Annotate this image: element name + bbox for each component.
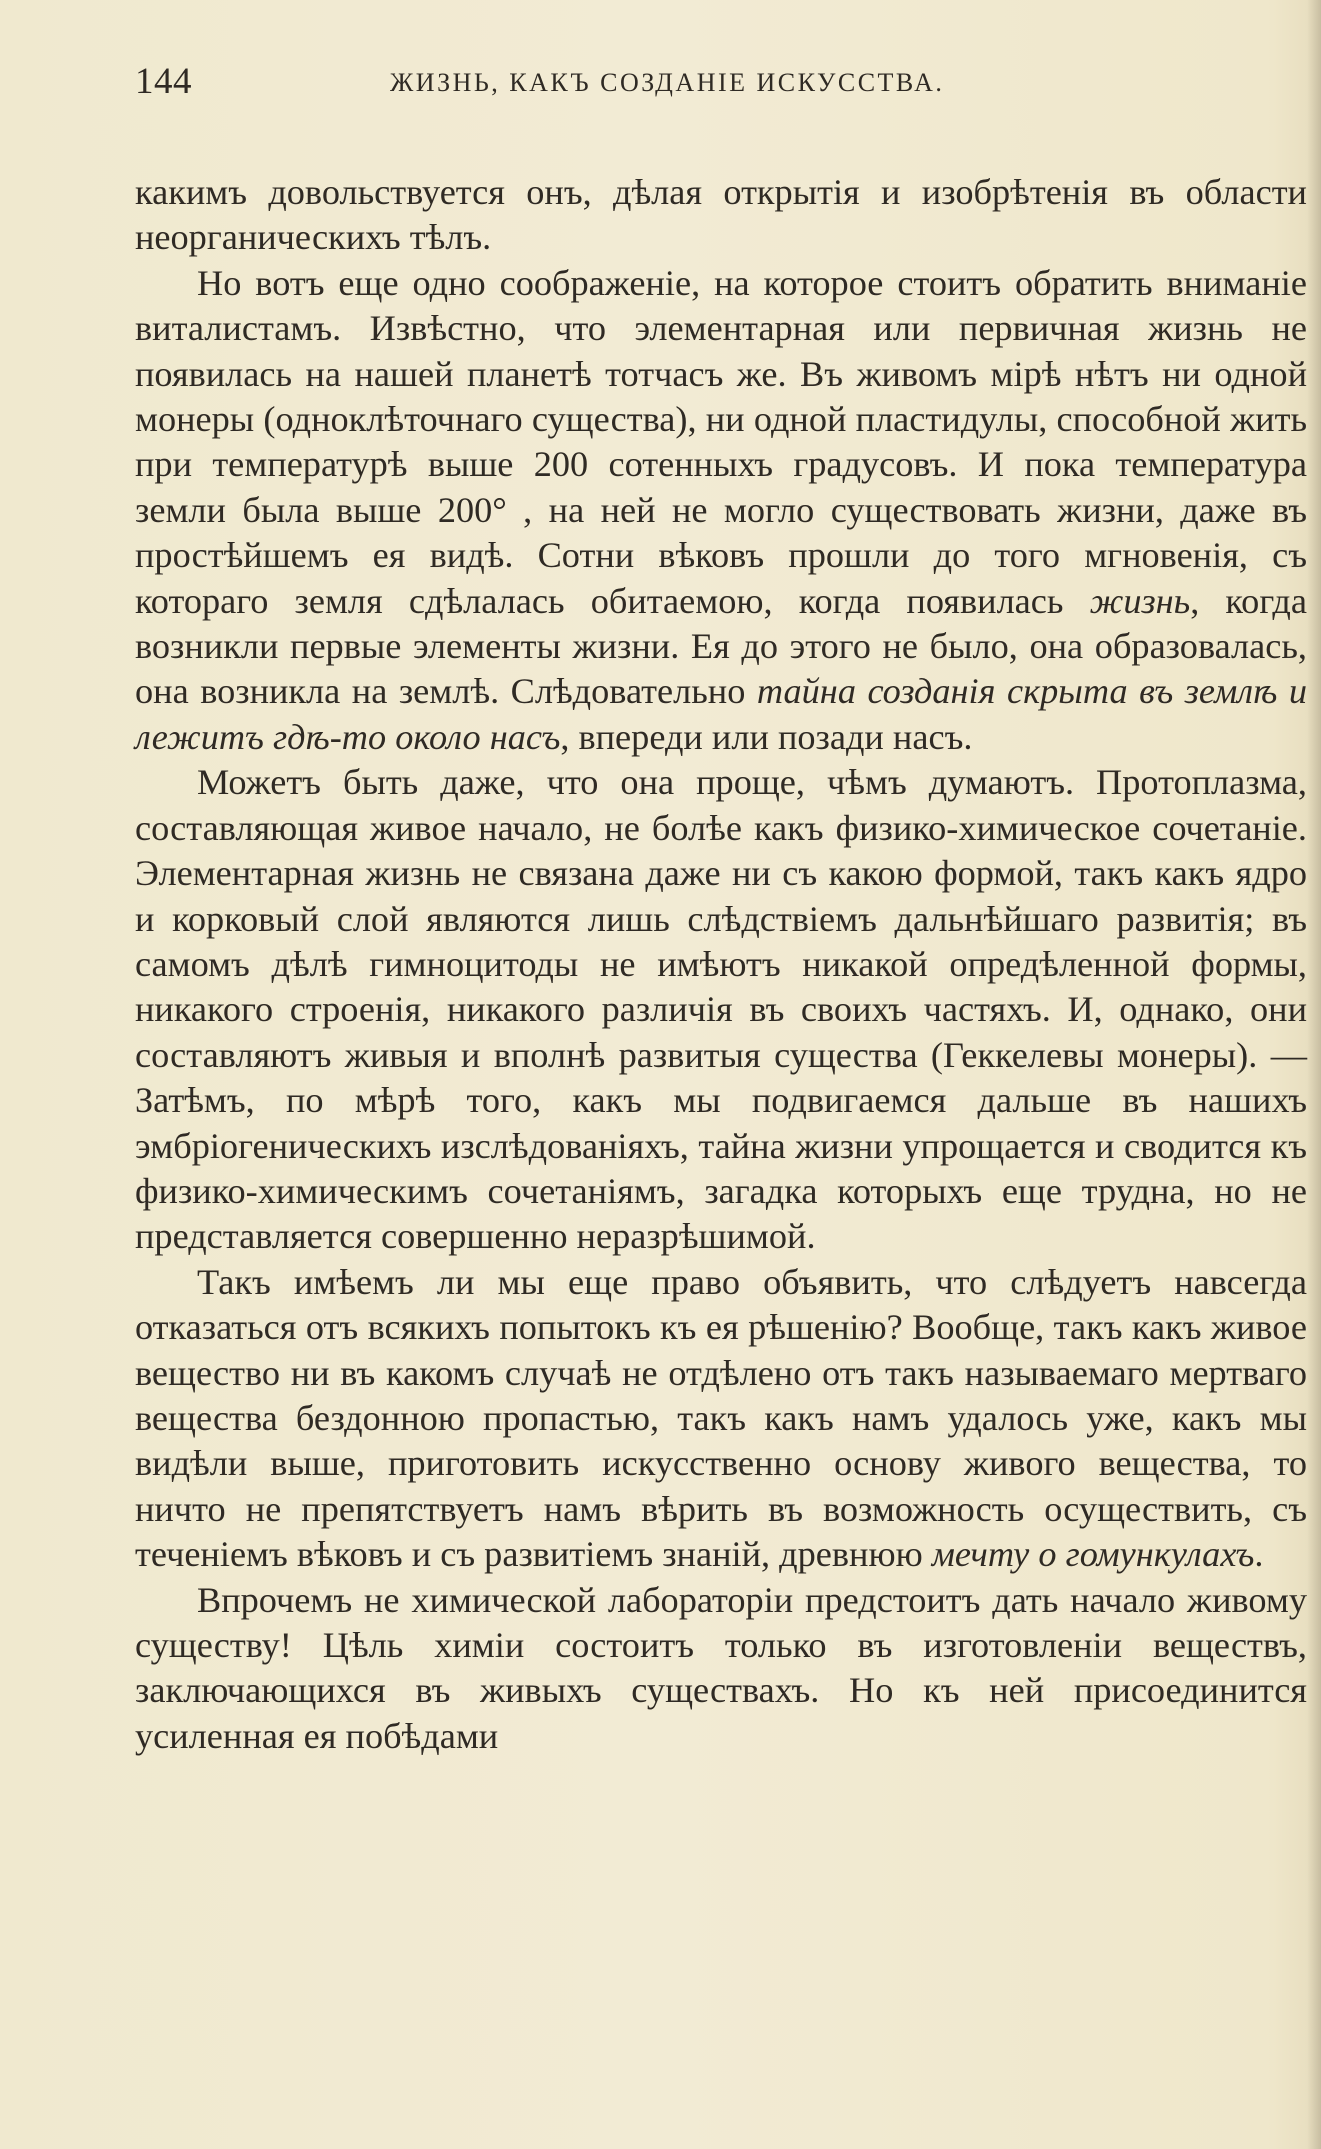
- text-segment: Можетъ быть даже, что она проще, чѣмъ думаютъ. Протоплазма, составляющая живое начало, не болѣе какъ физико-химическое сочетаніе. Элементарная жизнь не связана даже ни съ какою формой, такъ какъ ядро и корковый слой являются лишь слѣдствіемъ дальнѣйшаго развитія; въ самомъ дѣлѣ гимноцитоды не имѣютъ никакой опредѣленной формы, никакого строенія, никакого различія въ своихъ частяхъ. И, однако, они составляютъ живыя и вполнѣ развитыя существа (Геккелевы монеры). — Затѣмъ, по мѣрѣ того, какъ мы подвигаемся дальше въ нашихъ эмбріогеническихъ изслѣдованіяхъ, тайна жизни упрощается и сводится къ физико-химическимъ сочетаніямъ, загадка которыхъ еще трудна, но не представляется совершенно неразрѣшимой.: [135, 762, 1307, 1257]
- paragraph-3: [135, 760, 1307, 1259]
- text-segment: Впрочемъ не химической лабораторіи предстоитъ дать начало живому существу! Цѣль химіи состоитъ только въ изготовленіи веществъ, заключающихся въ живыхъ существахъ. Но къ ней присоединится усиленная ея побѣдами: [135, 1579, 1307, 1756]
- paragraph-1: [135, 170, 1307, 261]
- italic-segment: мечту о гомункулахъ: [931, 1534, 1255, 1575]
- text-segment: Но вотъ еще одно соображеніе, на которое стоитъ обратить вниманіе виталистамъ. Извѣстно, что элементарная или первичная жизнь не появилась на нашей планетѣ тотчасъ же. Въ живомъ мірѣ нѣтъ ни одной монеры (одноклѣточнаго существа), ни одной пластидулы, способной жить при температурѣ выше 200 сотенныхъ градусовъ. И пока температура земли была выше 200° , на ней не могло существовать жизни, даже въ простѣйшемъ ея видѣ. Сотни вѣковъ прошли до того мгновенія, съ котораго земля сдѣлалась обитаемою, когда появилась: [135, 262, 1307, 621]
- paragraph-5: [135, 1578, 1307, 1760]
- running-title: ЖИЗНЬ, КАКЪ СОЗДАНІЕ ИСКУССТВА.: [390, 68, 945, 97]
- italic-segment: жизнь: [1089, 580, 1191, 621]
- italic-segment: тайна созданія скрыта въ землѣ и лежитъ гдѣ-то около насъ: [135, 671, 1307, 757]
- page-header: [135, 60, 1310, 120]
- body-text: [135, 170, 1307, 1759]
- paragraph-4: [135, 1260, 1307, 1578]
- text-segment: .: [1254, 1534, 1264, 1575]
- page-number: 144: [135, 61, 192, 102]
- text-segment: , впереди или позади насъ.: [560, 716, 973, 757]
- paragraph-2: [135, 261, 1307, 760]
- text-segment: Такъ имѣемъ ли мы еще право объявить, что слѣдуетъ навсегда отказаться отъ всякихъ попытокъ къ ея рѣшенію? Вообще, такъ какъ живое вещество ни въ какомъ случаѣ не отдѣлено отъ такъ называемаго мертваго вещества бездонною пропастью, такъ какъ намъ удалось уже, какъ мы видѣли выше, приготовить искусственно основу живого вещества, то ничто не препятствуетъ намъ вѣрить въ возможность осуществить, съ теченіемъ вѣковъ и съ развитіемъ знаній, древнюю: [135, 1261, 1307, 1575]
- page-edge-shadow: [1307, 0, 1321, 2149]
- text-segment: какимъ довольствуется онъ, дѣлая открытія и изобрѣтенія въ области неорганическихъ тѣлъ.: [135, 172, 1307, 258]
- text-segment: , когда возникли первые элементы жизни. Ея до этого не было, она образовалась, она возникла на землѣ. Слѣдовательно: [135, 580, 1307, 712]
